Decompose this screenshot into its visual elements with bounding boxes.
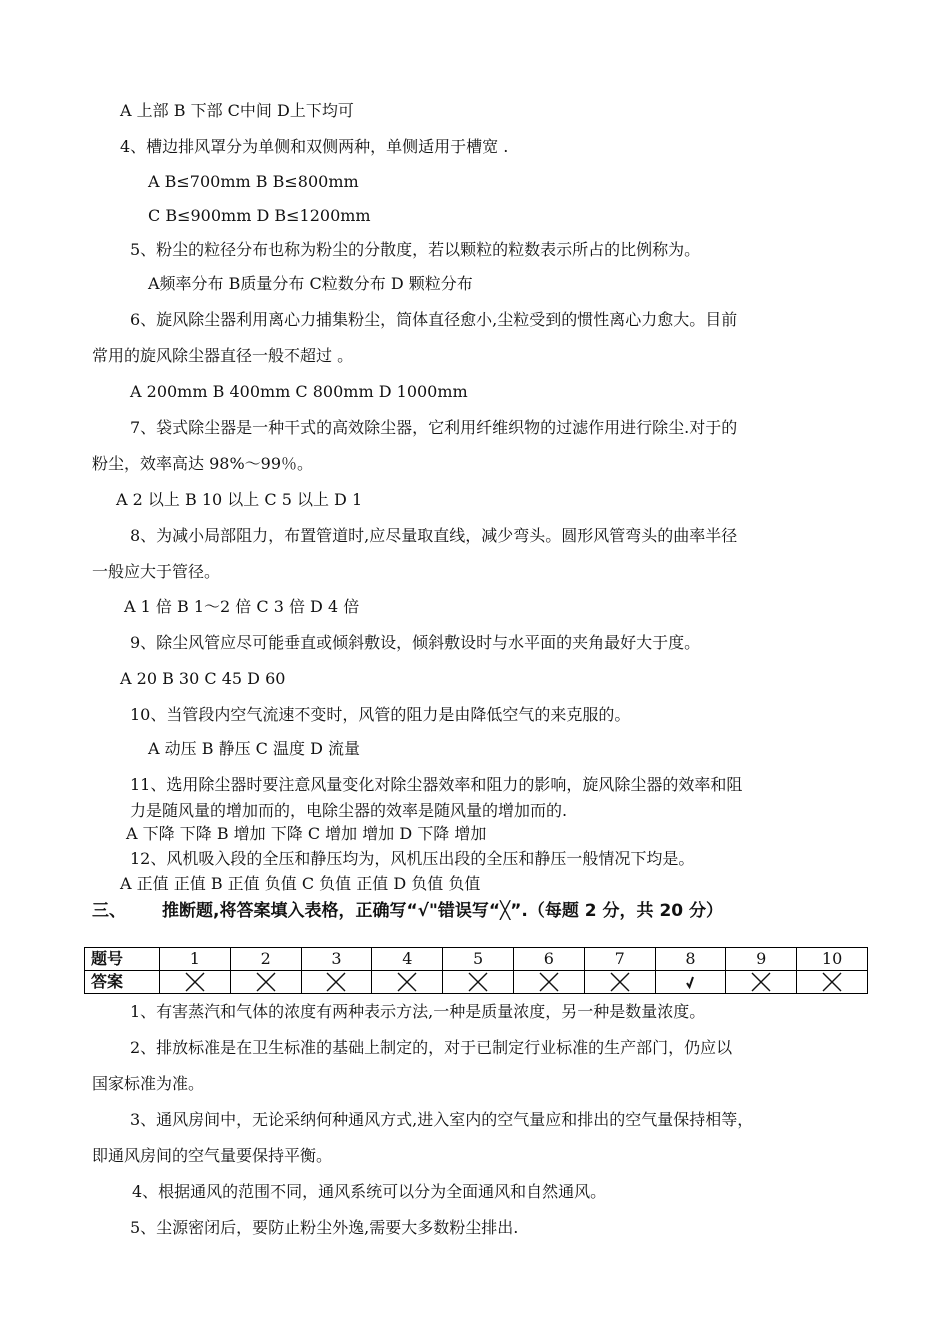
answer-cell <box>513 971 584 994</box>
q8-options: A 1 倍 B 1～2 倍 C 3 倍 D 4 倍 <box>124 597 360 616</box>
row-label-answer: 答案 <box>85 971 160 994</box>
q7-stem-cont: 粉尘，效率高达 98%～99％。 <box>92 454 314 473</box>
answer-table-number-row <box>85 948 868 971</box>
statement-2-cont: 国家标准为准。 <box>92 1074 205 1093</box>
answer-cell <box>726 971 797 994</box>
cross-mark-icon <box>395 972 419 992</box>
q7-options: A 2 以上 B 10 以上 C 5 以上 D 1 <box>116 490 363 509</box>
q5-options: A频率分布 B质量分布 C粒数分布 D 颗粒分布 <box>148 274 473 293</box>
question-number: 6 <box>513 948 584 971</box>
q11-stem-cont: 力是随风量的增加而的，电除尘器的效率是随风量的增加而的. <box>130 801 568 820</box>
q6-options: A 200mm B 400mm C 800mm D 1000mm <box>130 382 468 401</box>
statement-1: 1、有害蒸汽和气体的浓度有两种表示方法,一种是质量浓度，另一种是数量浓度。 <box>130 1002 706 1021</box>
q4-stem: 4、槽边排风罩分为单侧和双侧两种，单侧适用于槽宽 . <box>120 137 509 156</box>
answer-cell <box>655 971 726 994</box>
question-number: 4 <box>372 948 443 971</box>
answer-table <box>84 947 868 994</box>
statement-3-cont: 即通风房间的空气量要保持平衡。 <box>92 1146 333 1165</box>
q4-options-cd: C B≤900mm D B≤1200mm <box>148 206 371 225</box>
question-number: 10 <box>797 948 868 971</box>
cross-mark-icon <box>324 972 348 992</box>
q10-options: A 动压 B 静压 C 温度 D 流量 <box>148 739 360 758</box>
row-label-number: 题号 <box>85 948 160 971</box>
q9-options: A 20 B 30 C 45 D 60 <box>120 669 286 688</box>
section-3-number: 三、 <box>92 901 126 921</box>
q9-stem: 9、除尘风管应尽可能垂直或倾斜敷设，倾斜敷设时与水平面的夹角最好大于度。 <box>130 633 701 652</box>
q3-options: A 上部 B 下部 C中间 D上下均可 <box>120 101 354 120</box>
q5-stem: 5、粉尘的粒径分布也称为粉尘的分散度，若以颗粒的粒数表示所占的比例称为。 <box>130 240 701 259</box>
answer-cell <box>372 971 443 994</box>
answer-cell <box>797 971 868 994</box>
statement-3: 3、通风房间中，无论采纳何种通风方式,进入室内的空气量应和排出的空气量保持相等， <box>130 1110 754 1129</box>
question-number: 1 <box>160 948 231 971</box>
q10-stem: 10、当管段内空气流速不变时，风管的阻力是由降低空气的来克服的。 <box>130 705 631 724</box>
cross-mark-icon <box>749 972 773 992</box>
answer-cell <box>160 971 231 994</box>
q8-stem: 8、为减小局部阻力，布置管道时,应尽量取直线，减少弯头。圆形风管弯头的曲率半径 <box>130 526 738 545</box>
cross-mark-icon <box>254 972 278 992</box>
cross-mark-icon <box>608 972 632 992</box>
q11-stem: 11、选用除尘器时要注意风量变化对除尘器效率和阻力的影响，旋风除尘器的效率和阻 <box>130 775 743 794</box>
answer-table-answer-row <box>85 971 868 994</box>
q11-options: A 下降 下降 B 增加 下降 C 增加 增加 D 下降 增加 <box>126 824 487 843</box>
cross-mark-icon <box>466 972 490 992</box>
q6-stem-cont: 常用的旋风除尘器直径一般不超过 。 <box>92 346 354 365</box>
question-number: 8 <box>655 948 726 971</box>
statement-4: 4、根据通风的范围不同，通风系统可以分为全面通风和自然通风。 <box>132 1182 607 1201</box>
question-number: 7 <box>584 948 655 971</box>
q8-stem-cont: 一般应大于管径。 <box>92 562 221 581</box>
statement-2: 2、排放标准是在卫生标准的基础上制定的，对于已制定行业标准的生产部门，仍应以 <box>130 1038 733 1057</box>
question-number: 9 <box>726 948 797 971</box>
answer-cell <box>301 971 372 994</box>
q4-options-ab: A B≤700mm B B≤800mm <box>148 172 359 191</box>
q12-options: A 正值 正值 B 正值 负值 C 负值 正值 D 负值 负值 <box>120 874 481 893</box>
cross-mark-icon <box>537 972 561 992</box>
question-number: 5 <box>443 948 514 971</box>
q6-stem: 6、旋风除尘器利用离心力捕集粉尘，筒体直径愈小,尘粒受到的惯性离心力愈大。目前 <box>130 310 738 329</box>
q7-stem: 7、袋式除尘器是一种干式的高效除尘器，它利用纤维织物的过滤作用进行除尘.对于的 <box>130 418 738 437</box>
statement-5: 5、尘源密闭后，要防止粉尘外逸,需要大多数粉尘排出. <box>130 1218 519 1237</box>
q12-stem: 12、风机吸入段的全压和静压均为，风机压出段的全压和静压一般情况下均是。 <box>130 849 695 868</box>
cross-mark-icon <box>820 972 844 992</box>
cross-mark-icon <box>183 972 207 992</box>
answer-cell <box>230 971 301 994</box>
answer-cell <box>584 971 655 994</box>
section-3-title: 推断题,将答案填入表格，正确写“√"错误写“╳”.（每题 2 分，共 20 分） <box>162 901 724 921</box>
question-number: 3 <box>301 948 372 971</box>
check-mark-icon <box>678 972 702 992</box>
answer-cell <box>443 971 514 994</box>
question-number: 2 <box>230 948 301 971</box>
